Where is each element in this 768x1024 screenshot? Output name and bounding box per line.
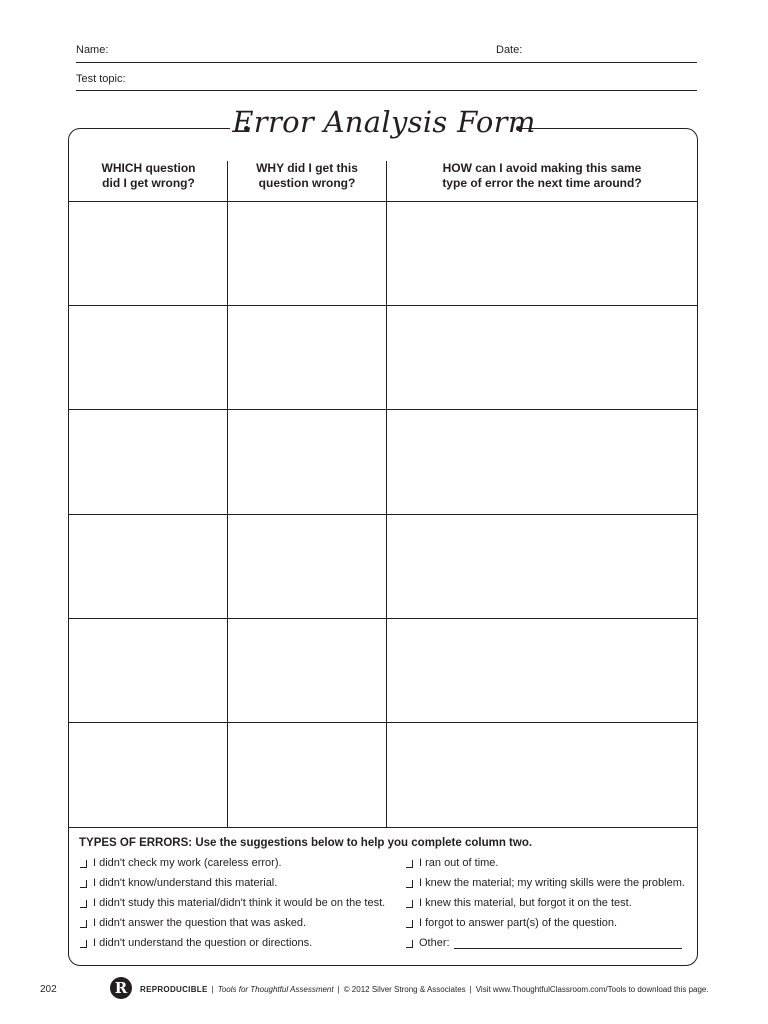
footer-credits	[140, 985, 709, 994]
footer-book-title: Tools for Thoughtful Assessment	[217, 985, 334, 994]
error-option-label: I forgot to answer part(s) of the question.	[419, 917, 618, 929]
answer-cell-why[interactable]	[228, 723, 385, 826]
error-option-other[interactable]	[406, 937, 682, 949]
error-option-label: I ran out of time.	[419, 857, 499, 869]
checkbox-icon[interactable]	[80, 940, 87, 948]
answer-cell-how[interactable]	[387, 202, 696, 304]
test-topic-line[interactable]	[76, 90, 697, 91]
error-option-understand[interactable]	[80, 877, 277, 889]
footer-copyright: © 2012 Silver Strong & Associates	[343, 985, 466, 994]
date-label: Date:	[496, 44, 523, 56]
error-option-forgot[interactable]	[406, 897, 632, 909]
checkbox-icon[interactable]	[406, 880, 413, 888]
answer-cell-which[interactable]	[70, 306, 226, 408]
checkbox-icon[interactable]	[80, 920, 87, 928]
form-title	[0, 105, 768, 139]
checkbox-icon[interactable]	[406, 940, 413, 948]
checkbox-icon[interactable]	[406, 860, 413, 868]
column-header-how-line2: type of error the next time around?	[442, 176, 642, 190]
column-header-which-line2: did I get wrong?	[102, 176, 195, 190]
answer-cell-why[interactable]	[228, 410, 385, 513]
error-option-label: I knew this material, but forgot it on the test.	[419, 897, 632, 909]
footer-separator: |	[469, 985, 472, 994]
checkbox-icon[interactable]	[80, 860, 87, 868]
other-blank-line[interactable]	[454, 938, 682, 949]
error-option-label: I didn't answer the question that was asked.	[93, 917, 307, 929]
checkbox-icon[interactable]	[406, 900, 413, 908]
types-of-errors-label: TYPES OF ERRORS:	[79, 837, 193, 849]
answer-cell-how[interactable]	[387, 723, 696, 826]
column-header-how-line1: HOW can I avoid making this same	[442, 161, 642, 175]
column-header-why	[228, 161, 386, 191]
test-topic-label: Test topic:	[76, 73, 126, 85]
error-option-label: Other:	[419, 937, 450, 949]
checkbox-icon[interactable]	[406, 920, 413, 928]
row-divider	[69, 827, 697, 828]
column-header-how	[387, 161, 697, 191]
error-option-label: I didn't know/understand this material.	[93, 877, 278, 889]
form-title-text: Error Analysis Form	[232, 105, 536, 139]
error-option-study[interactable]	[80, 897, 385, 909]
error-option-time[interactable]	[406, 857, 498, 869]
answer-cell-which[interactable]	[70, 515, 226, 617]
answer-cell-why[interactable]	[228, 619, 385, 721]
answer-cell-why[interactable]	[228, 306, 385, 408]
answer-cell-why[interactable]	[228, 202, 385, 304]
column-header-which	[70, 161, 227, 191]
answer-cell-why[interactable]	[228, 515, 385, 617]
error-option-careless[interactable]	[80, 857, 282, 869]
column-header-why-line1: WHY did I get this	[256, 161, 358, 175]
error-option-parts[interactable]	[406, 917, 617, 929]
error-option-label: I knew the material; my writing skills were the problem.	[419, 877, 685, 889]
answer-cell-which[interactable]	[70, 619, 226, 721]
answer-cell-which[interactable]	[70, 723, 226, 826]
error-option-answer[interactable]	[80, 917, 306, 929]
types-of-errors-instruction: Use the suggestions below to help you complete column two.	[195, 837, 533, 849]
checkbox-icon[interactable]	[80, 880, 87, 888]
footer-separator: |	[211, 985, 214, 994]
name-date-line[interactable]	[76, 62, 697, 63]
error-option-directions[interactable]	[80, 937, 312, 949]
answer-cell-how[interactable]	[387, 306, 696, 408]
footer-visit-link: Visit www.ThoughtfulClassroom.com/Tools to download this page.	[475, 985, 709, 994]
answer-cell-how[interactable]	[387, 410, 696, 513]
types-of-errors-heading	[79, 837, 532, 849]
error-option-label: I didn't understand the question or directions.	[93, 937, 313, 949]
column-header-which-line1: WHICH question	[101, 161, 196, 175]
answer-cell-which[interactable]	[70, 202, 226, 304]
footer-reproducible: REPRODUCIBLE	[140, 985, 208, 994]
reproducible-logo-icon: R	[110, 977, 132, 999]
answer-cell-which[interactable]	[70, 410, 226, 513]
error-option-label: I didn't study this material/didn't think it would be on the test.	[93, 897, 386, 909]
checkbox-icon[interactable]	[80, 900, 87, 908]
answer-cell-how[interactable]	[387, 515, 696, 617]
column-header-why-line2: question wrong?	[258, 176, 356, 190]
footer-separator: |	[337, 985, 340, 994]
name-label: Name:	[76, 44, 109, 56]
error-option-writing[interactable]	[406, 877, 685, 889]
page-number: 202	[40, 984, 57, 995]
answer-cell-how[interactable]	[387, 619, 696, 721]
error-option-label: I didn't check my work (careless error).	[93, 857, 282, 869]
